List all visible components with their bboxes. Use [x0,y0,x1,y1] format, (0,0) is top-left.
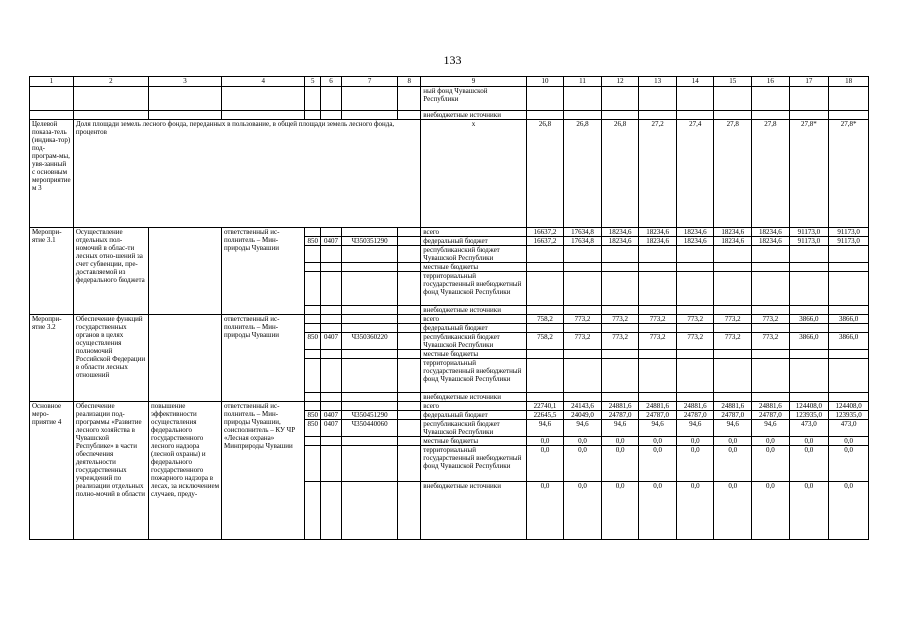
indicator-label: Целевой показа-тель (индика-тор) под-програм-мы, увя-занный с основным мероприятием 3 [30,120,74,228]
code-section: 0407 [321,420,342,437]
value-cell: 773,2 [639,315,677,324]
measure-goal [148,228,221,315]
value-cell: 773,2 [676,333,714,350]
value-cell: 18234,6 [752,237,790,246]
value-cell: 773,2 [564,315,602,324]
m32-row [30,315,869,324]
value-cell: 0,0 [526,482,564,540]
funding-source: всего [421,228,526,237]
funding-source: внебюджетные источники [421,482,526,540]
value-cell: 22740,1 [526,402,564,411]
funding-source: всего [421,402,526,411]
value-cell: 18234,6 [676,237,714,246]
value-cell: 758,2 [526,315,564,324]
funding-source: внебюджетные источники [421,393,526,402]
value-cell: 0,0 [829,437,869,446]
value-cell: 24881,6 [714,402,752,411]
value-cell: 0,0 [676,437,714,446]
value-cell: 16637,2 [526,228,564,237]
indicator-row [30,120,869,228]
value-cell: 0,0 [752,437,790,446]
indicator-value: 27,8 [752,120,790,228]
m4-row [30,402,869,411]
col-header: 12 [601,77,639,87]
funding-source: федеральный бюджет [421,411,526,420]
funding-source: внебюджетные источники [421,111,526,120]
funding-source: федеральный бюджет [421,237,526,246]
value-cell: 473,0 [829,420,869,437]
value-cell: 0,0 [789,446,829,482]
value-cell: 0,0 [601,482,639,540]
value-cell: 24787,0 [714,411,752,420]
value-cell: 773,2 [676,315,714,324]
funding-source: республиканский бюджет Чувашской Республики [421,420,526,437]
value-cell: 0,0 [601,446,639,482]
value-cell: 0,0 [564,437,602,446]
value-cell: 0,0 [676,482,714,540]
code-target: Ч350351290 [341,237,397,246]
value-cell: 94,6 [752,420,790,437]
col-header: 15 [714,77,752,87]
col-header: 13 [639,77,677,87]
value-cell: 124408,0 [829,402,869,411]
value-cell: 94,6 [601,420,639,437]
value-cell: 0,0 [639,437,677,446]
code-grbs: 850 [305,420,321,437]
value-cell: 0,0 [676,446,714,482]
value-cell: 773,2 [564,333,602,350]
funding-source: федеральный бюджет [421,324,526,333]
value-cell: 18234,6 [639,228,677,237]
value-cell: 773,2 [714,333,752,350]
value-cell: 0,0 [564,482,602,540]
measure-goal: повышение эффективности осуществления федерального государственного лесного надзора (лесной охраны) и федерального государственного пожарного надзора в лесах, за исключением случаев, преду- [148,402,221,540]
col-header: 17 [789,77,829,87]
measure-label: Меропри-ятие 3.1 [30,228,74,315]
value-cell: 94,6 [564,420,602,437]
value-cell: 16637,2 [526,237,564,246]
value-cell: 123935,0 [789,411,829,420]
page-number: 133 [443,53,462,67]
col-header: 10 [526,77,564,87]
indicator-value: 27,8* [829,120,869,228]
indicator-value: 27,8 [714,120,752,228]
value-cell: 24787,0 [752,411,790,420]
code-grbs: 850 [305,411,321,420]
value-cell: 91173,0 [829,228,869,237]
value-cell: 123935,0 [829,411,869,420]
value-cell: 124408,0 [789,402,829,411]
continuation-row [30,111,869,120]
value-cell: 0,0 [714,437,752,446]
value-cell: 473,0 [789,420,829,437]
value-cell: 17634,8 [564,237,602,246]
value-cell: 18234,6 [714,237,752,246]
measure-label: Основное меро-приятие 4 [30,402,74,540]
col-header: 9 [421,77,526,87]
indicator-value: 26,8 [526,120,564,228]
value-cell: 91173,0 [789,228,829,237]
value-cell: 773,2 [601,315,639,324]
col-header: 1 [30,77,74,87]
indicator-value: 27,2 [639,120,677,228]
value-cell: 94,6 [676,420,714,437]
value-cell: 773,2 [752,315,790,324]
measure-name: Осуществление отдельных пол-номочий в облас-ти лесных отно-шений за счет субвенции, пре-доставляемой из федерального бюджета [73,228,148,315]
funding-source: территориальный государственный внебюджетный фонд Чувашской Республики [421,272,526,306]
measure-responsible: ответственный ис-полнитель – Мин-природы Чувашии [222,228,305,315]
col-header: 5 [305,77,321,87]
value-cell: 94,6 [639,420,677,437]
value-cell: 24881,6 [639,402,677,411]
code-section: 0407 [321,411,342,420]
value-cell: 24787,0 [639,411,677,420]
col-header: 14 [676,77,714,87]
value-cell: 24881,6 [676,402,714,411]
value-cell: 24143,6 [564,402,602,411]
value-cell: 0,0 [601,437,639,446]
value-cell: 3866,0 [829,315,869,324]
col-header: 18 [829,77,869,87]
value-cell: 0,0 [526,446,564,482]
value-cell: 18234,6 [676,228,714,237]
value-cell: 24881,6 [601,402,639,411]
funding-source: территориальный государственный внебюджетный фонд Чувашской Республики [421,446,526,482]
value-cell: 18234,6 [639,237,677,246]
value-cell: 0,0 [829,446,869,482]
value-cell: 18234,6 [601,228,639,237]
value-cell: 94,6 [714,420,752,437]
value-cell: 94,6 [526,420,564,437]
col-header: 3 [148,77,221,87]
value-cell: 0,0 [714,446,752,482]
measure-name: Обеспечение функций государственных органов в целях осуществления полномочий Российской Федерации в области лесных отношений [73,315,148,402]
value-cell: 3866,0 [789,333,829,350]
col-header: 4 [222,77,305,87]
m31-row [30,228,869,237]
funding-source: республиканский бюджет Чувашской Республики [421,333,526,350]
indicator-value: 27,4 [676,120,714,228]
col-header: 8 [398,77,421,87]
funding-source: ный фонд Чувашской Республики [421,87,526,111]
measure-goal [148,315,221,402]
value-cell: 17634,8 [564,228,602,237]
col-header: 6 [321,77,342,87]
continuation-row [30,87,869,111]
funding-source: местные бюджеты [421,350,526,359]
indicator-value: 27,8* [789,120,829,228]
value-cell: 91173,0 [789,237,829,246]
value-cell: 773,2 [714,315,752,324]
indicator-col9: х [421,120,526,228]
value-cell: 24881,6 [752,402,790,411]
col-header: 2 [73,77,148,87]
value-cell: 758,2 [526,333,564,350]
value-cell: 3866,0 [829,333,869,350]
budget-table [29,76,869,540]
code-grbs: 850 [305,237,321,246]
value-cell: 0,0 [752,446,790,482]
funding-source: территориальный государственный внебюджетный фонд Чувашской Республики [421,359,526,393]
code-target: Ч350451290 [341,411,397,420]
value-cell: 18234,6 [714,228,752,237]
col-header: 7 [341,77,397,87]
code-section: 0407 [321,333,342,350]
value-cell: 0,0 [829,482,869,540]
measure-label: Меропри-ятие 3.2 [30,315,74,402]
value-cell: 3866,0 [789,315,829,324]
funding-source: всего [421,315,526,324]
code-target: Ч350440060 [341,420,397,437]
code-target: Ч350360220 [341,333,397,350]
value-cell: 0,0 [789,437,829,446]
measure-responsible: ответственный ис-полнитель – Мин-природы Чувашии, соисполнитель – КУ ЧР «Лесная охрана» Минприроды Чувашии [222,402,305,540]
measure-name: Обеспечение реализации под-программы «Развитие лесного хозяйства в Чувашской Республике» в части обеспечения деятельности государственных учреждений по реализации отдельных полно-мочий в области [73,402,148,540]
funding-source: местные бюджеты [421,263,526,272]
value-cell: 0,0 [564,446,602,482]
col-header: 11 [564,77,602,87]
funding-source: местные бюджеты [421,437,526,446]
measure-responsible: ответственный ис-полнитель – Мин-природы Чувашии [222,315,305,402]
value-cell: 773,2 [601,333,639,350]
value-cell: 91173,0 [829,237,869,246]
code-section: 0407 [321,237,342,246]
value-cell: 0,0 [789,482,829,540]
code-grbs: 850 [305,333,321,350]
value-cell: 24787,0 [601,411,639,420]
value-cell: 24049,0 [564,411,602,420]
indicator-value: 26,8 [601,120,639,228]
value-cell: 18234,6 [601,237,639,246]
value-cell: 22645,5 [526,411,564,420]
value-cell: 0,0 [714,482,752,540]
funding-source: республиканский бюджет Чувашской Республики [421,246,526,263]
value-cell: 0,0 [526,437,564,446]
col-header: 16 [752,77,790,87]
funding-source: внебюджетные источники [421,306,526,315]
value-cell: 0,0 [639,482,677,540]
value-cell: 24787,0 [676,411,714,420]
value-cell: 773,2 [752,333,790,350]
indicator-text: Доля площади земель лесного фонда, переданных в пользование, в общей площади земель лесного фонда, процентов [73,120,420,228]
value-cell: 0,0 [752,482,790,540]
value-cell: 18234,6 [752,228,790,237]
column-number-row [30,77,869,87]
value-cell: 0,0 [639,446,677,482]
value-cell: 773,2 [639,333,677,350]
indicator-value: 26,8 [564,120,602,228]
